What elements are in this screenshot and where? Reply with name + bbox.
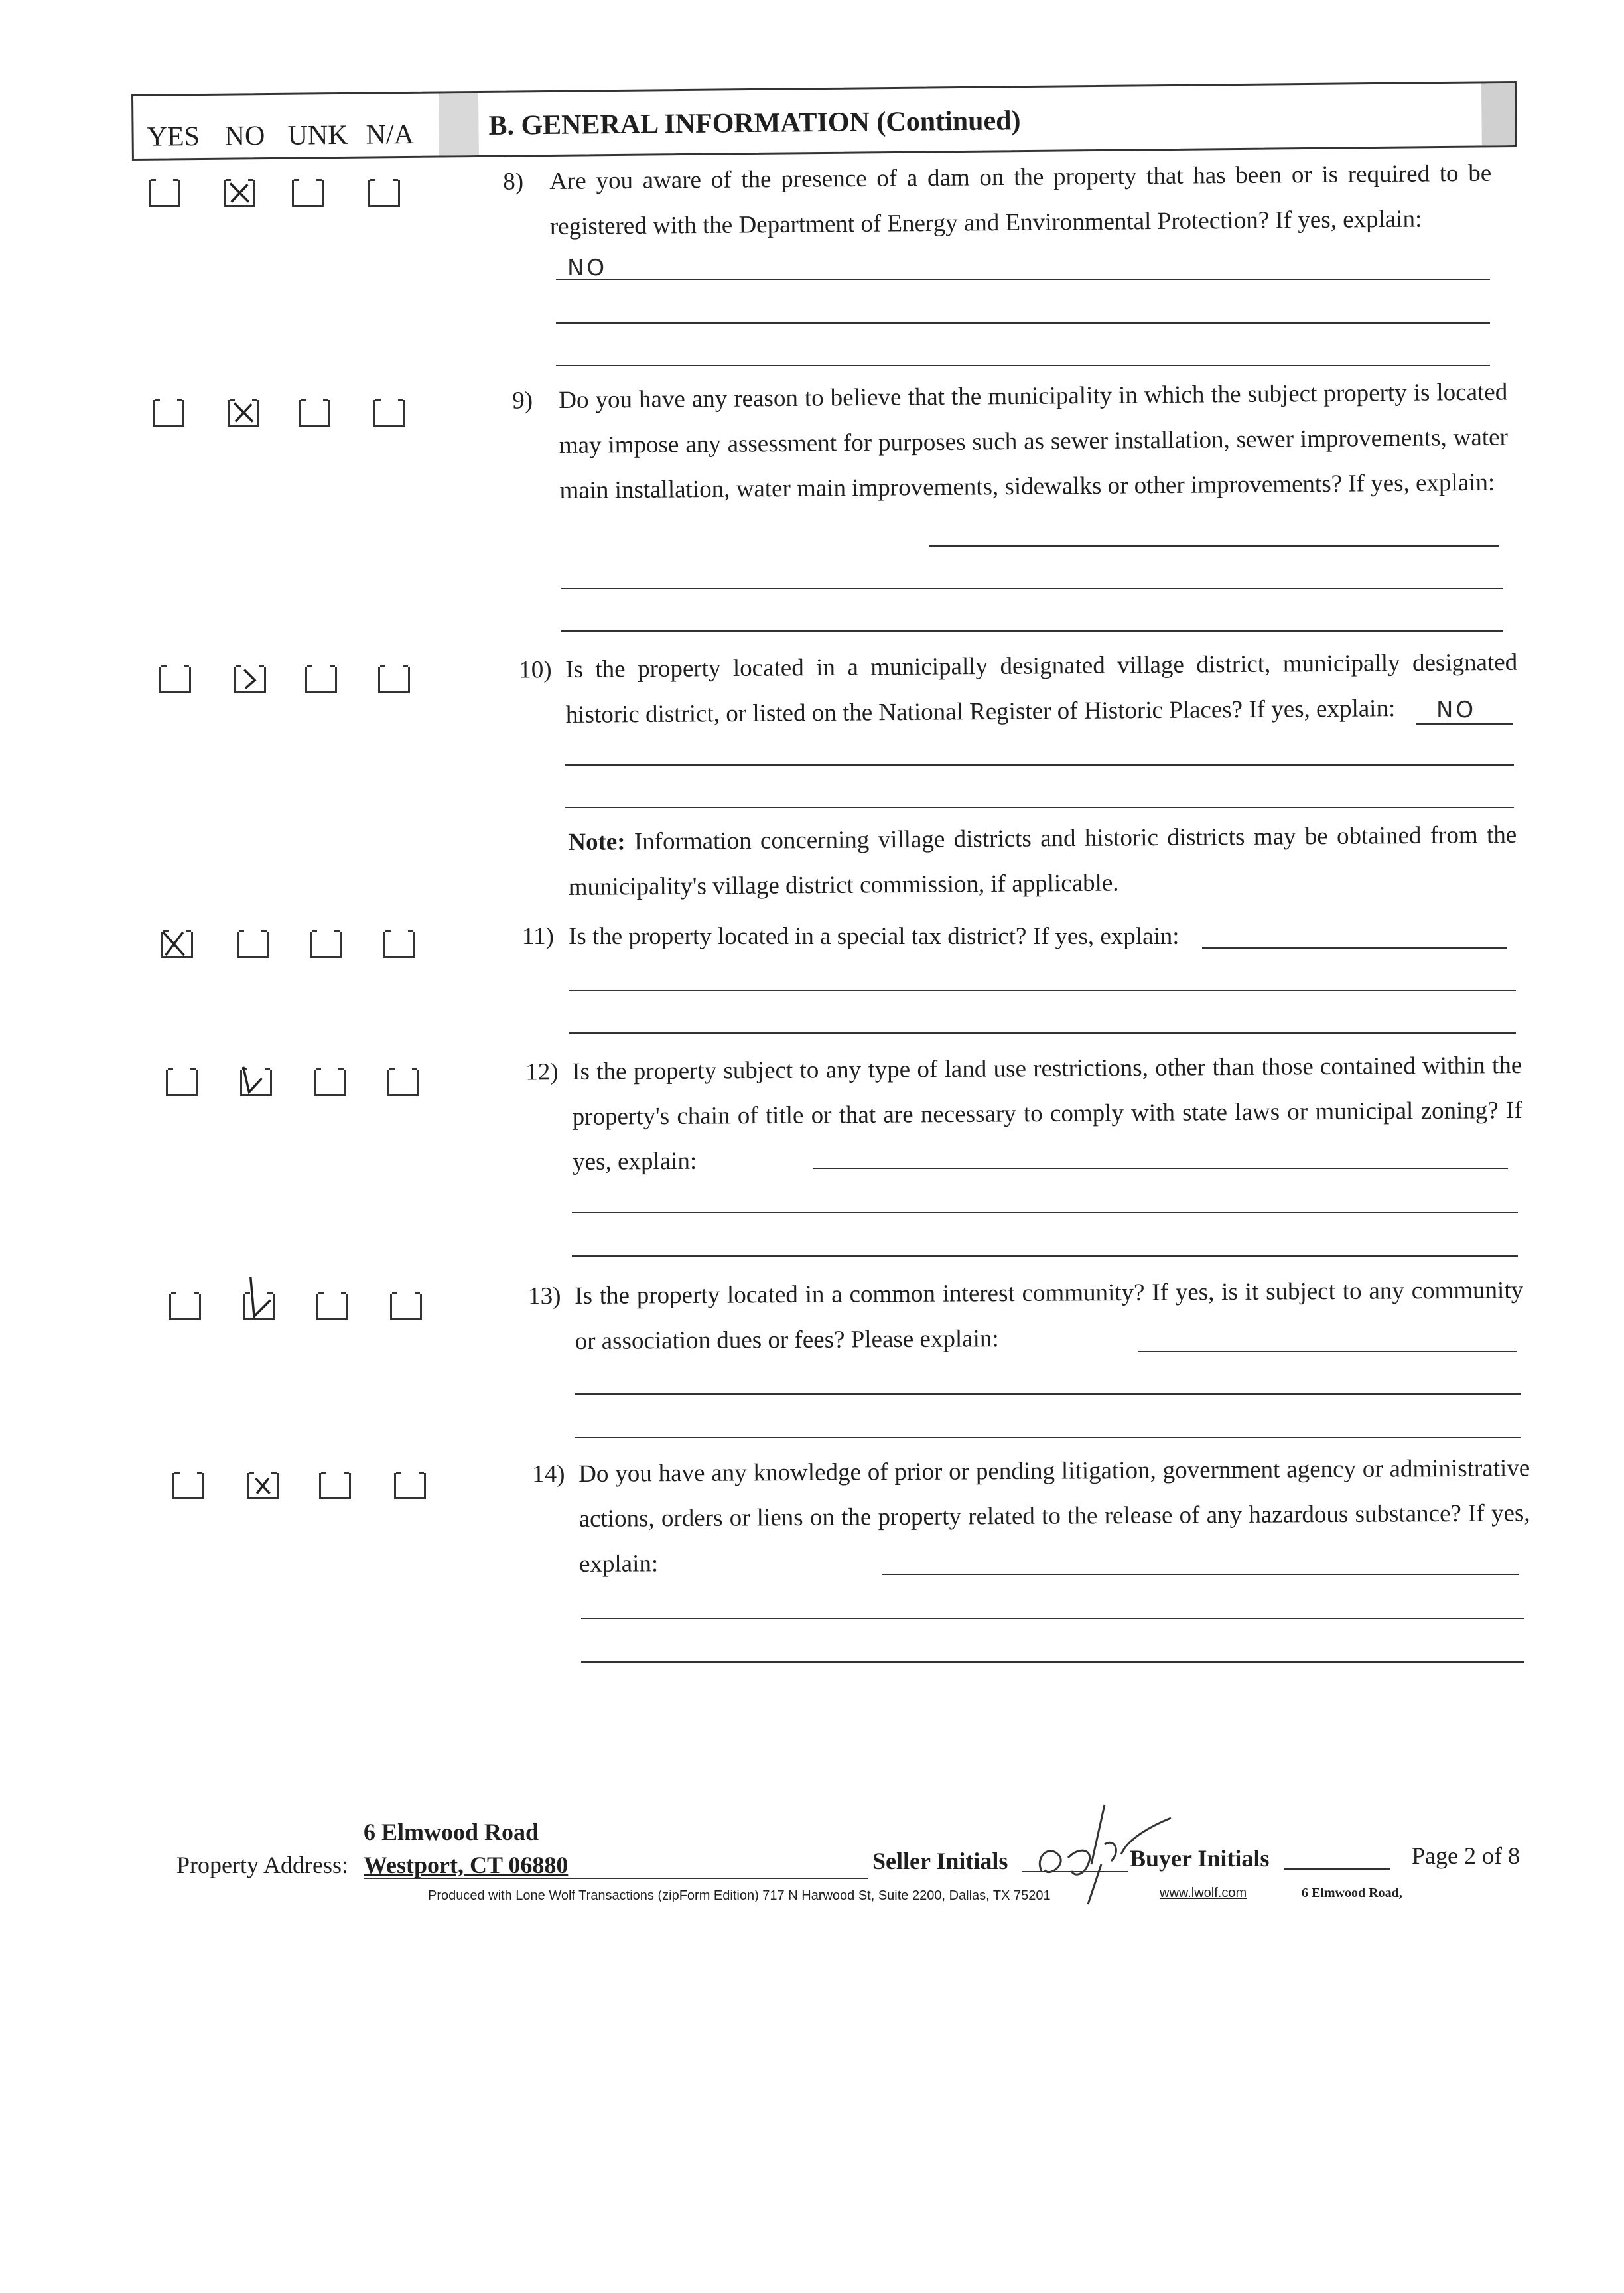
address-label: Property Address: xyxy=(176,1852,348,1878)
note-label: Note: xyxy=(568,828,626,856)
q11-yes-checkbox[interactable] xyxy=(161,932,193,958)
q14-answer-line-1 xyxy=(882,1574,1519,1575)
q14-answer-line-2 xyxy=(581,1618,1524,1619)
address-line-2: Westport, CT 06880 xyxy=(364,1852,569,1878)
q8-answer-line-1 xyxy=(556,279,1490,280)
section-title: B. GENERAL INFORMATION (Continued) xyxy=(488,105,1021,141)
address-underline xyxy=(364,1878,868,1879)
q9-yes-checkbox[interactable] xyxy=(153,400,184,427)
q11-no-checkbox[interactable] xyxy=(237,932,269,958)
q10-answer-line-2 xyxy=(565,764,1514,766)
page-number: Page 2 of 8 xyxy=(1412,1842,1520,1869)
q12-na-checkbox[interactable] xyxy=(387,1070,419,1096)
header-shade-right xyxy=(1481,83,1515,145)
q11-answer-line-3 xyxy=(569,1032,1516,1034)
q12-answer-line-2 xyxy=(572,1212,1518,1213)
q11-unk-checkbox[interactable] xyxy=(310,932,342,958)
q10-answer-line-1 xyxy=(1416,723,1513,725)
checkmark-icon xyxy=(245,1294,273,1318)
q13-unk-checkbox[interactable] xyxy=(316,1294,348,1320)
q12-unk-checkbox[interactable] xyxy=(314,1070,346,1096)
q10-answer[interactable]: NO xyxy=(1436,697,1477,723)
q10-unk-checkbox[interactable] xyxy=(305,667,337,693)
q14-na-checkbox[interactable] xyxy=(394,1473,426,1499)
q12-text: Is the property subject to any type of land use restrictions, other than those contained within the property's chain of title or that are necessary to comply with state laws or municipal zoning? If yes, explain: xyxy=(572,1052,1522,1176)
q13-text: Is the property located in a common interest community? If yes, is it subject to any community or association dues or fees? Please explain: xyxy=(575,1277,1524,1355)
q11-na-checkbox[interactable] xyxy=(383,932,415,958)
q10-number: 10) xyxy=(519,656,552,684)
q8-number: 8) xyxy=(503,168,524,196)
q13-number: 13) xyxy=(528,1283,561,1310)
buyer-initials-line[interactable] xyxy=(1284,1868,1390,1870)
q12-answer-line-1 xyxy=(813,1168,1508,1169)
q12-no-checkbox[interactable] xyxy=(240,1070,272,1096)
q13-yes-checkbox[interactable] xyxy=(169,1294,201,1320)
q13-no-checkbox[interactable] xyxy=(243,1294,275,1320)
q9-na-checkbox[interactable] xyxy=(373,400,405,427)
checkmark-icon xyxy=(163,932,191,956)
checkmark-icon xyxy=(230,400,257,425)
produced-with-text: Produced with Lone Wolf Transactions (zipForm Edition) 717 N Harwood St, Suite 2200, Dallas, TX 75201 xyxy=(428,1888,1051,1903)
q8-text: Are you aware of the presence of a dam on the property that has been or is required to be registered with the Department of Energy and Environmental Protection? If yes, explain: xyxy=(549,159,1492,240)
q8-answer[interactable]: NO xyxy=(567,255,608,281)
q12-answer-line-3 xyxy=(572,1255,1518,1257)
q9-number: 9) xyxy=(512,387,533,415)
address-line-1: 6 Elmwood Road xyxy=(364,1819,539,1845)
q10-answer-line-3 xyxy=(565,807,1514,808)
q14-answer-line-3 xyxy=(581,1661,1524,1663)
q9-answer-line-3 xyxy=(561,630,1503,632)
note-block xyxy=(568,813,1517,910)
website-link[interactable]: www.lwolf.com xyxy=(1160,1886,1247,1900)
header-shade xyxy=(439,93,479,156)
q13-na-checkbox[interactable] xyxy=(390,1294,422,1320)
q8-answer-line-2 xyxy=(556,322,1490,324)
q11-text: Is the property located in a special tax district? If yes, explain: xyxy=(569,923,1180,950)
q10-na-checkbox[interactable] xyxy=(378,667,410,693)
col-unk-label: UNK xyxy=(287,119,348,151)
q10-no-checkbox[interactable] xyxy=(234,667,266,693)
q14-unk-checkbox[interactable] xyxy=(319,1473,351,1499)
q13-answer-line-3 xyxy=(575,1437,1521,1438)
q11-number: 11) xyxy=(522,923,554,950)
checkmark-icon xyxy=(236,667,264,691)
buyer-initials-label: Buyer Initials xyxy=(1130,1845,1270,1872)
col-yes-label: YES xyxy=(147,121,200,153)
q8-no-checkbox[interactable] xyxy=(224,180,255,207)
q14-text: Do you have any knowledge of prior or pending litigation, government agency or administrative actions, orders or liens on the property related to the release of any hazardous substance? If yes, explain: xyxy=(578,1454,1530,1578)
q9-unk-checkbox[interactable] xyxy=(299,400,330,427)
q13-answer-line-2 xyxy=(575,1393,1521,1395)
q9-text: Do you have any reason to believe that the municipality in which the subject property is located may impose any assessment for purposes such as sewer installation, sewer improvements, water main installation, water main improvements, sidewalks or other improvements? If yes, explain: xyxy=(559,378,1509,504)
q9-answer-line-2 xyxy=(561,588,1503,589)
q13-answer-line-1 xyxy=(1138,1351,1517,1352)
q9-answer-line-1 xyxy=(929,545,1499,547)
q8-answer-line-3 xyxy=(556,365,1490,366)
q11-answer-line-2 xyxy=(569,990,1516,991)
q8-yes-checkbox[interactable] xyxy=(149,180,180,207)
q12-number: 12) xyxy=(525,1058,559,1086)
q12-yes-checkbox[interactable] xyxy=(166,1070,198,1096)
section-header xyxy=(131,81,1517,161)
q9-no-checkbox[interactable] xyxy=(228,400,259,427)
col-na-label: N/A xyxy=(366,119,415,151)
checkmark-icon xyxy=(249,1473,277,1497)
q10-yes-checkbox[interactable] xyxy=(159,667,191,693)
q8-na-checkbox[interactable] xyxy=(368,180,400,207)
q8-unk-checkbox[interactable] xyxy=(292,180,324,207)
note-text: Information concerning village districts and historic districts may be obtained from the municipality's village district commission, if applicable. xyxy=(568,821,1517,901)
checkmark-icon xyxy=(242,1070,270,1094)
q11-answer-line-1 xyxy=(1202,947,1507,949)
col-no-label: NO xyxy=(224,121,265,152)
q14-no-checkbox[interactable] xyxy=(247,1473,279,1499)
seller-initials-label: Seller Initials xyxy=(872,1848,1008,1874)
q10-text: Is the property located in a municipally designated village district, municipally designated historic district, or listed on the National Register of Historic Places? If yes, explain: xyxy=(565,648,1518,729)
checkmark-icon xyxy=(226,180,253,205)
q14-yes-checkbox[interactable] xyxy=(172,1473,204,1499)
q14-number: 14) xyxy=(532,1460,565,1488)
document-name: 6 Elmwood Road, xyxy=(1302,1886,1402,1900)
